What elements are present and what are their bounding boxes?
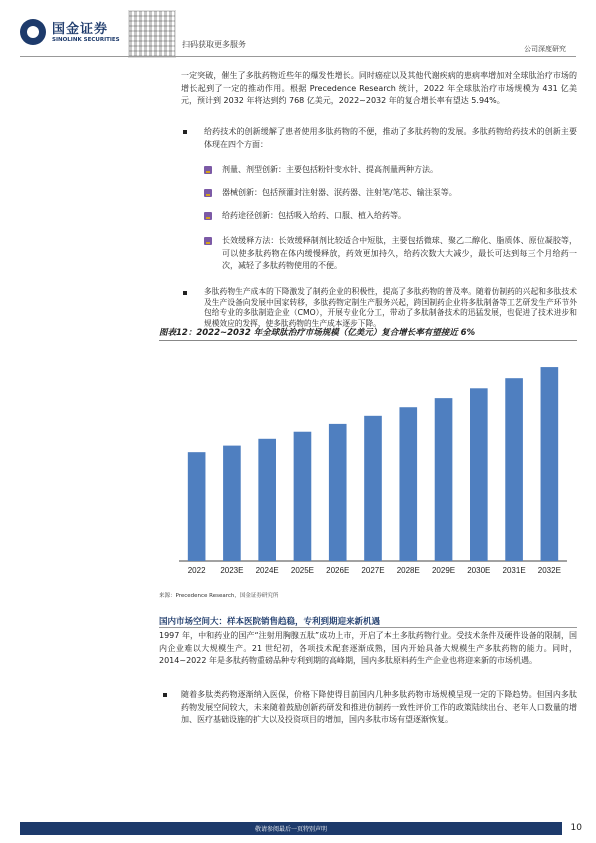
sub-bullet-route: 给药途径创新：包括吸入给药、口服、植入给药等。 [222, 211, 406, 220]
x-tick-label: 2025E [290, 566, 315, 575]
sub-bullet-sustained: 长效缓释方法：长效缓释制剂比较适合中短肽，主要包括微球、聚乙二醇化、脂质体、原位凝胶等，可以使多肽药物在体内缓慢释放，药效更加持久，给药次数大大减少，最长可达到每三个月给药一次，减轻了多肽药物使用的不便。 [222, 236, 577, 270]
bar-2025E [294, 432, 312, 561]
bullet-cost-decline: 多肽药物生产成本的下降激发了制药企业的积极性，提高了多肽药物的普及率。随着仿制药的兴起和多肽技术及生产设备向发展中国家转移，多肽药物定制生产服务兴起，跨国制药企业将多肽制备等工艺研发生产环节外包给专业的多肽制造企业（CMO），开展专业化分工，带动了多肽制备技术的迅猛发展，也促进了技术进步和规模效应的发挥，使多肽药物的生产成本逐步下降。 [204, 287, 577, 328]
x-tick-label: 2027E [361, 566, 385, 575]
x-tick-label: 2030E [467, 566, 491, 575]
x-tick-label: 2029E [431, 566, 456, 575]
x-tick-label: 2022 [187, 566, 206, 575]
bullet-delivery-innovation: 给药技术的创新缓解了患者使用多肽药物的不便，推动了多肽药物的发展。多肽药物给药技术的创新主要体现在四个方面： [204, 127, 577, 149]
bar-2029E [435, 398, 453, 561]
sub-bullet-icon [204, 212, 212, 220]
bar-2026E [329, 424, 347, 561]
bullet-square-icon [183, 130, 187, 134]
bar-2030E [470, 388, 488, 561]
sinolink-logo-icon [20, 19, 46, 45]
qr-note: 扫码获取更多服务 [182, 40, 246, 49]
page-number: 10 [570, 823, 582, 833]
market-size-chart [159, 339, 577, 584]
x-tick-label: 2032E [537, 566, 561, 575]
header-divider [20, 56, 576, 57]
sub-bullet-device: 器械创新：包括预灌封注射器、泯药器、注射笔/笔芯、输注泵等。 [222, 188, 457, 197]
x-tick-label: 2023E [220, 566, 244, 575]
paragraph-domestic-history: 1997 年，中和药业的国产“注射用胸腺五肽”成功上市，开启了本土多肽药物行业。受技术条件及硬件设备的限制，国内企业难以大规模生产。21 世纪初，各项技术配套逐渐成熟，国内开始具备大规模生产多肽药物的能力。同时，2014~2022 年是多肽药物重磅品种专利到期的高峰期，国内多肽原料药生产企业也将迎来新的市场机遇。 [159, 631, 577, 665]
sub-bullet-icon [204, 237, 212, 245]
chart-source: 来源：Precedence Research，国金证券研究所 [159, 593, 279, 599]
bar-2032E [541, 367, 559, 561]
bullet-square-icon [163, 693, 167, 697]
x-tick-label: 2028E [396, 566, 420, 575]
paragraph-growth: 一定突破，催生了多肽药物近些年的爆发性增长。同时癌症以及其他代谢疾病的患病率增加对全球肽治疗市场的增长起到了一定的推动作用。根据 Precedence Research 统计，2022 年全球肽治疗市场规模为 431 亿美元，预计到 2032 年将达到约 768 亿美元，2022~2032 年的复合增长率有望达 5.94%。 [181, 71, 577, 105]
section-heading: 国内市场空间大：样本医院销售趋稳，专利到期迎来新机遇 [159, 617, 381, 627]
bar-2031E [505, 378, 523, 561]
sub-bullet-icon [204, 166, 212, 174]
bar-2024E [258, 439, 276, 561]
section-divider [159, 627, 577, 628]
x-tick-label: 2026E [326, 566, 350, 575]
bar-2028E [399, 407, 417, 561]
logo-cn: 国金证券 [52, 22, 109, 37]
chart-title: 图表12：2022~2032 年全球肽治疗市场规模（亿美元）复合增长率有望接近 6% [159, 326, 577, 341]
x-tick-label: 2031E [502, 566, 526, 575]
logo-en: SINOLINK SECURITIES [52, 37, 120, 43]
footer-bar [20, 822, 562, 835]
sub-bullet-dosage: 剂量、剂型创新：主要包括粉针变水针、提高剂量两种方法。 [222, 165, 438, 174]
x-tick-label: 2024E [255, 566, 279, 575]
footer-disclaimer[interactable]: 敬请参阅最后一页特别声明 [254, 826, 327, 833]
bar-2023E [223, 446, 241, 561]
bar-2027E [364, 416, 382, 561]
report-type-label: 公司深度研究 [524, 45, 566, 53]
bullet-square-icon [183, 291, 187, 295]
sub-bullet-icon [204, 189, 212, 197]
bullet-domestic-outlook: 随着多肽类药物逐渐纳入医保，价格下降使得目前国内几种多肽药物市场规模呈现一定的下降趋势。但国内多肽药物发展空间较大，未来随着鼓励创新药研发和推进仿制药一致性评价工作的政策陆续出台、老年人口数量的增加、医疗基础设施的扩大以及投资项目的增加，国内多肽市场有望逐渐恢复。 [181, 690, 577, 724]
chart-svg [159, 339, 577, 584]
qr-code-icon[interactable] [128, 10, 176, 58]
bar-2022 [188, 452, 206, 561]
page-header [0, 0, 596, 62]
